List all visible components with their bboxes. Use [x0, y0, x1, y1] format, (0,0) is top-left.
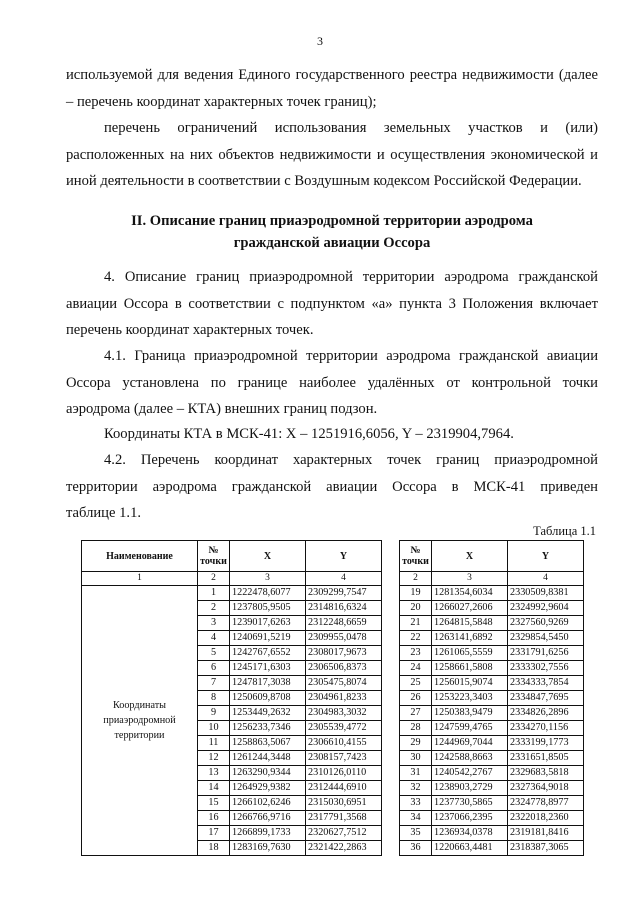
coord-x: 1220663,4481 [432, 841, 508, 856]
point-number: 5 [198, 646, 230, 661]
coord-x: 1247599,4765 [432, 721, 508, 736]
coord-y: 2322018,2360 [508, 811, 584, 826]
table-gap [382, 601, 400, 616]
point-number: 11 [198, 736, 230, 751]
coord-x: 1261244,3448 [230, 751, 306, 766]
coord-y: 2334826,2896 [508, 706, 584, 721]
coord-y: 2304961,8233 [306, 691, 382, 706]
text-line: перечень ограничений использования земельных участков и (или) [104, 120, 598, 136]
coord-y: 2312248,6659 [306, 616, 382, 631]
text-line: аэродрома (далее – КТА) внешних границ подзон. [66, 401, 378, 417]
point-number: 24 [400, 661, 432, 676]
table-gap [382, 691, 400, 706]
coord-y: 2321422,2863 [306, 841, 382, 856]
point-number: 17 [198, 826, 230, 841]
coord-x: 1266102,6246 [230, 796, 306, 811]
column-index: 2 [400, 572, 432, 586]
text-line: авиации Оссора в соответствии с подпунктом «а» пункта 3 Положения включает [66, 295, 598, 312]
coord-y: 2315030,6951 [306, 796, 382, 811]
coord-y: 2304983,3032 [306, 706, 382, 721]
point-number: 7 [198, 676, 230, 691]
text-line: иной деятельности в соответствии с Воздушным кодексом Российской Федерации. [66, 173, 582, 189]
paragraph-register [66, 62, 598, 115]
point-number: 4 [198, 631, 230, 646]
table-row [82, 586, 584, 601]
coord-y: 2308017,9673 [306, 646, 382, 661]
coord-y: 2324778,8977 [508, 796, 584, 811]
text-line: 4.2. Перечень координат характерных точек границ приаэродромной [104, 452, 598, 468]
table-gap [382, 736, 400, 751]
coord-x: 1240691,5219 [230, 631, 306, 646]
paragraph-4-2 [66, 447, 598, 527]
coord-y: 2318387,3065 [508, 841, 584, 856]
coord-y: 2327364,9018 [508, 781, 584, 796]
point-number: 9 [198, 706, 230, 721]
paragraph-4 [66, 264, 598, 344]
point-number: 29 [400, 736, 432, 751]
coord-y: 2306506,8373 [306, 661, 382, 676]
point-number: 27 [400, 706, 432, 721]
coord-x: 1242588,8663 [432, 751, 508, 766]
table-gap [382, 766, 400, 781]
table-gap [382, 572, 400, 586]
header-point-no: № точки [400, 541, 432, 572]
table-gap [382, 796, 400, 811]
coord-x: 1256233,7346 [230, 721, 306, 736]
paragraph-4-1 [66, 343, 598, 423]
point-number: 3 [198, 616, 230, 631]
coord-x: 1237066,2395 [432, 811, 508, 826]
coord-y: 2327560,9269 [508, 616, 584, 631]
point-number: 15 [198, 796, 230, 811]
coord-x: 1263141,6892 [432, 631, 508, 646]
table-gap [382, 826, 400, 841]
text-line: 4.1. Граница приаэродромной территории аэродрома гражданской авиации [104, 348, 598, 364]
table-gap [382, 586, 400, 601]
point-number: 21 [400, 616, 432, 631]
paragraph-kta [66, 421, 598, 448]
coord-x: 1222478,6077 [230, 586, 306, 601]
paragraph-restrictions [66, 115, 598, 195]
coord-x: 1281354,6034 [432, 586, 508, 601]
point-number: 6 [198, 661, 230, 676]
coord-x: 1237730,5865 [432, 796, 508, 811]
table-gap [382, 706, 400, 721]
point-number: 28 [400, 721, 432, 736]
coord-x: 1266027,2606 [432, 601, 508, 616]
coord-x: 1258863,5067 [230, 736, 306, 751]
row-name: Координаты приаэродромной территории [82, 586, 198, 856]
point-number: 1 [198, 586, 230, 601]
text-line: Оссора установлена по границе наиболее удалённых от контрольной точки [66, 374, 598, 391]
coord-y: 2333199,1773 [508, 736, 584, 751]
heading-line: II. Описание границ приаэродромной территории аэродрома [131, 213, 533, 229]
coord-y: 2334847,7695 [508, 691, 584, 706]
table-gap [382, 646, 400, 661]
column-index: 4 [306, 572, 382, 586]
header-name: Наименование [82, 541, 198, 572]
coord-y: 2319181,8416 [508, 826, 584, 841]
page-number: 3 [317, 34, 323, 48]
column-index: 2 [198, 572, 230, 586]
coord-x: 1244969,7044 [432, 736, 508, 751]
coord-x: 1266899,1733 [230, 826, 306, 841]
coord-y: 2320627,7512 [306, 826, 382, 841]
point-number: 13 [198, 766, 230, 781]
point-number: 2 [198, 601, 230, 616]
table-gap [382, 841, 400, 856]
point-number: 16 [198, 811, 230, 826]
point-number: 10 [198, 721, 230, 736]
coord-y: 2317791,3568 [306, 811, 382, 826]
point-number: 26 [400, 691, 432, 706]
coord-x: 1263290,9344 [230, 766, 306, 781]
heading-line: гражданской авиации Оссора [233, 235, 431, 251]
coord-y: 2329854,5450 [508, 631, 584, 646]
table-gap [382, 811, 400, 826]
coord-x: 1264929,9382 [230, 781, 306, 796]
coord-y: 2324992,9604 [508, 601, 584, 616]
table-gap [382, 676, 400, 691]
table-gap [382, 616, 400, 631]
text-line: перечень координат характерных точек. [66, 322, 314, 338]
coord-x: 1245171,6303 [230, 661, 306, 676]
coord-y: 2334333,7854 [508, 676, 584, 691]
coord-x: 1238903,2729 [432, 781, 508, 796]
coord-y: 2309299,7547 [306, 586, 382, 601]
text-line: используемой для ведения Единого государственного реестра недвижимости (далее [66, 67, 598, 83]
coord-x: 1247817,3038 [230, 676, 306, 691]
point-number: 8 [198, 691, 230, 706]
point-number: 35 [400, 826, 432, 841]
point-number: 25 [400, 676, 432, 691]
coord-x: 1256015,9074 [432, 676, 508, 691]
text-line: территории аэродрома гражданской авиации Оссора в МСК-41 приведен [66, 478, 598, 495]
point-number: 33 [400, 796, 432, 811]
coord-x: 1253223,3403 [432, 691, 508, 706]
header-x: X [230, 541, 306, 572]
coordinates-table [81, 540, 584, 856]
coord-x: 1283169,7630 [230, 841, 306, 856]
point-number: 12 [198, 751, 230, 766]
coord-x: 1237805,9505 [230, 601, 306, 616]
coord-x: 1258661,5808 [432, 661, 508, 676]
coord-y: 2331791,6256 [508, 646, 584, 661]
table-gap [382, 721, 400, 736]
point-number: 34 [400, 811, 432, 826]
text-line: 4. Описание границ приаэродромной территории аэродрома гражданской [104, 269, 598, 285]
coord-y: 2305539,4772 [306, 721, 382, 736]
point-number: 32 [400, 781, 432, 796]
coord-y: 2334270,1156 [508, 721, 584, 736]
coord-x: 1250383,9479 [432, 706, 508, 721]
coord-y: 2306610,4155 [306, 736, 382, 751]
coord-y: 2308157,7423 [306, 751, 382, 766]
point-number: 18 [198, 841, 230, 856]
coord-y: 2333302,7556 [508, 661, 584, 676]
table-gap [382, 781, 400, 796]
point-number: 23 [400, 646, 432, 661]
coord-y: 2305475,8074 [306, 676, 382, 691]
point-number: 30 [400, 751, 432, 766]
point-number: 14 [198, 781, 230, 796]
column-index: 4 [508, 572, 584, 586]
point-number: 22 [400, 631, 432, 646]
coord-y: 2309955,0478 [306, 631, 382, 646]
header-x: X [432, 541, 508, 572]
header-y: Y [306, 541, 382, 572]
section-heading [66, 210, 598, 254]
column-index: 1 [82, 572, 198, 586]
table-caption: Таблица 1.1 [533, 524, 596, 538]
coord-y: 2329683,5818 [508, 766, 584, 781]
point-number: 19 [400, 586, 432, 601]
column-index: 3 [230, 572, 306, 586]
coord-y: 2314816,6324 [306, 601, 382, 616]
coord-x: 1236934,0378 [432, 826, 508, 841]
coord-x: 1250609,8708 [230, 691, 306, 706]
text-line: расположенных на них объектов недвижимости и осуществления экономической и [66, 146, 598, 163]
text-line: Координаты КТА в МСК-41: X – 1251916,6056, Y – 2319904,7964. [104, 426, 514, 442]
table-gap [382, 541, 400, 572]
header-point-no: № точки [198, 541, 230, 572]
coord-x: 1240542,2767 [432, 766, 508, 781]
coord-x: 1261065,5559 [432, 646, 508, 661]
text-line: – перечень координат характерных точек границ); [66, 93, 377, 110]
coord-x: 1242767,6552 [230, 646, 306, 661]
point-number: 31 [400, 766, 432, 781]
coord-y: 2312444,6910 [306, 781, 382, 796]
point-number: 36 [400, 841, 432, 856]
coord-x: 1239017,6263 [230, 616, 306, 631]
coord-x: 1253449,2632 [230, 706, 306, 721]
coord-x: 1266766,9716 [230, 811, 306, 826]
header-y: Y [508, 541, 584, 572]
coord-x: 1264815,5848 [432, 616, 508, 631]
table-gap [382, 751, 400, 766]
text-line: таблице 1.1. [66, 505, 142, 521]
column-index: 3 [432, 572, 508, 586]
point-number: 20 [400, 601, 432, 616]
coord-y: 2330509,8381 [508, 586, 584, 601]
table-gap [382, 631, 400, 646]
table-gap [382, 661, 400, 676]
coord-y: 2331651,8505 [508, 751, 584, 766]
coord-y: 2310126,0110 [306, 766, 382, 781]
